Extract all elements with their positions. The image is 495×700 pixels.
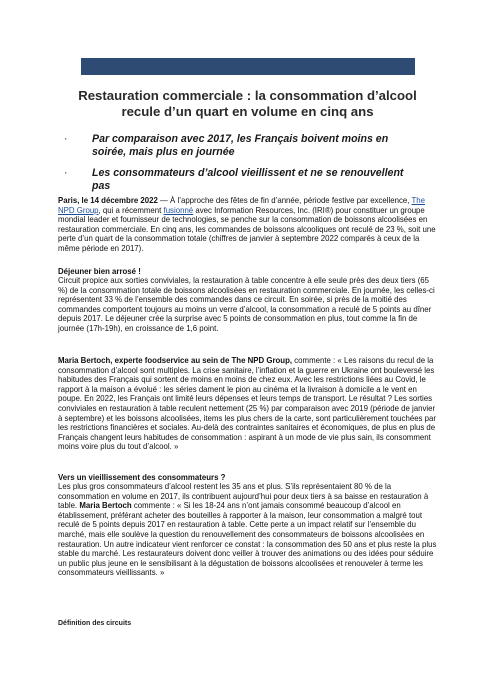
bullet-item-1: [64, 133, 422, 158]
speaker-name-2: Maria Bertoch: [79, 501, 132, 511]
bullet-text: Par comparaison avec 2017, les Français boivent moins en soirée, mais plus en journée: [92, 133, 389, 158]
page-title: [40, 88, 455, 119]
intro-text-a: — À l’approche des fêtes de fin d’année, période festive par excellence,: [157, 196, 412, 205]
aging-text-a: Les plus gros consommateurs d’alcool restent les 35 ans et plus. S’ils représentaient 80 % de la consommation en volume en 2017, ils contribuent aujourd’hui pour deux tiers à sa baisse en restauration à table.: [58, 482, 429, 511]
intro-text-b: , qui a récemment: [98, 205, 164, 215]
speaker-name: Maria Bertoch, experte foodservice au sein de The NPD Group,: [58, 356, 293, 365]
quote-paragraph: [58, 356, 440, 452]
section-text-aging: [58, 482, 440, 578]
title-line-2: recule d’un quart en volume en cinq ans: [121, 103, 374, 119]
footer-heading: Définition des circuits: [58, 620, 132, 627]
header-banner: [81, 58, 415, 75]
section-heading-aging: Vers un vieillissement des consommateurs ?: [58, 473, 226, 482]
title-line-1: Restauration commerciale : la consommation d’alcool: [78, 88, 417, 103]
bullet-marker: ·: [64, 167, 68, 179]
intro-paragraph: [58, 196, 440, 254]
intro-text-c: avec Information Resources, Inc. (IRI®) pour constituer un groupe mondial leader et fournisseur de technologies, se penche sur la consommation de boissons alcoolisées en restauration commerciale. En cinq ans, les commandes de boissons alcooliques ont reculé de 23 %, soit une perte d’un quart de la consommation totale (chiffres de janvier à septembre 2022 comparés à ceux de la même période en 2017).: [58, 205, 436, 253]
merger-link[interactable]: fusionné: [163, 205, 194, 215]
quote-text: commente : « Les raisons du recul de la consommation d’alcool sont multiples. La crise sanitaire, l’inflation et la guerre en Ukraine ont bouleversé les habitudes des Français qui sortent de moins en moins de chez eux. Avec les restrictions liées au Covid, le rapport à la maison a évolué : les séries dament le pion au cinéma et la livraison à domicile a le vent en poupe. En 2022, les Français ont limité leurs dépenses et leurs temps de transport. Le résultat ? Les sorties conviviales en restauration à table reculent nettement (25 %) par comparaison avec 2019 (période de janvier à septembre) et les boissons alcoolisées, items les plus chers de la carte, sont particulièrement touchées par les restrictions financières et sociales. Au-delà des contraintes sanitaires et économiques, de plus en plus de Français changent leurs habitudes de consommation : aspirant à un mode de vie plus sain, ils consomment moins voire plus du tout d’alcool. »: [58, 356, 436, 452]
bullet-marker: ·: [64, 133, 68, 145]
npd-group-link[interactable]: The NPD Group: [58, 196, 426, 215]
dateline: Paris, le 14 décembre 2022: [58, 196, 158, 205]
bullet-text: Les consommateurs d’alcool vieillissent et ne se renouvellent pas: [92, 167, 404, 192]
section-heading-lunch: Déjeuner bien arrosé !: [58, 267, 141, 276]
section-text-lunch: Circuit propice aux sorties conviviales, la restauration à table concentre à elle seule près des deux tiers (65 %) de la consommation totale de boissons alcoolisées en restauration commerciale. En journée, les celles-ci représentent 33 % de l’ensemble des commandes dans ce circuit. En soirée, si près de la moitié des commandes comportent toujours au moins un verre d’alcool, la consommation a reculé de 5 points au dîner depuis 2017. Le déjeuner crée la surprise avec 5 points de consommation en plus, tout comme la fin de journée (17h-19h), en croissance de 1,6 point.: [58, 276, 435, 333]
bullet-item-2: [64, 167, 422, 192]
aging-text-b: commente : « Si les 18-24 ans n’ont jamais consommé beaucoup d’alcool en établissement, préférant acheter des bouteilles à rapporter à la maison, leur consommation a malgré tout reculé de 5 points depuis 2017 en restauration à table. Cette perte a un impact relatif sur l’ensemble du marché, mais elle soulève la question du renouvellement des consommateurs de boissons alcoolisées en restauration. Un autre indicateur vient renforcer ce constat : la consommation des 50 ans et plus reste la plus stable du marché. Les restaurateurs doivent donc veiller à trouver des animations ou des idées pour séduire un public plus jeune en le sensibilisant à la dégustation de boissons alcoolisées et renouveler à terme les consommateurs vieillissants. »: [58, 501, 437, 578]
